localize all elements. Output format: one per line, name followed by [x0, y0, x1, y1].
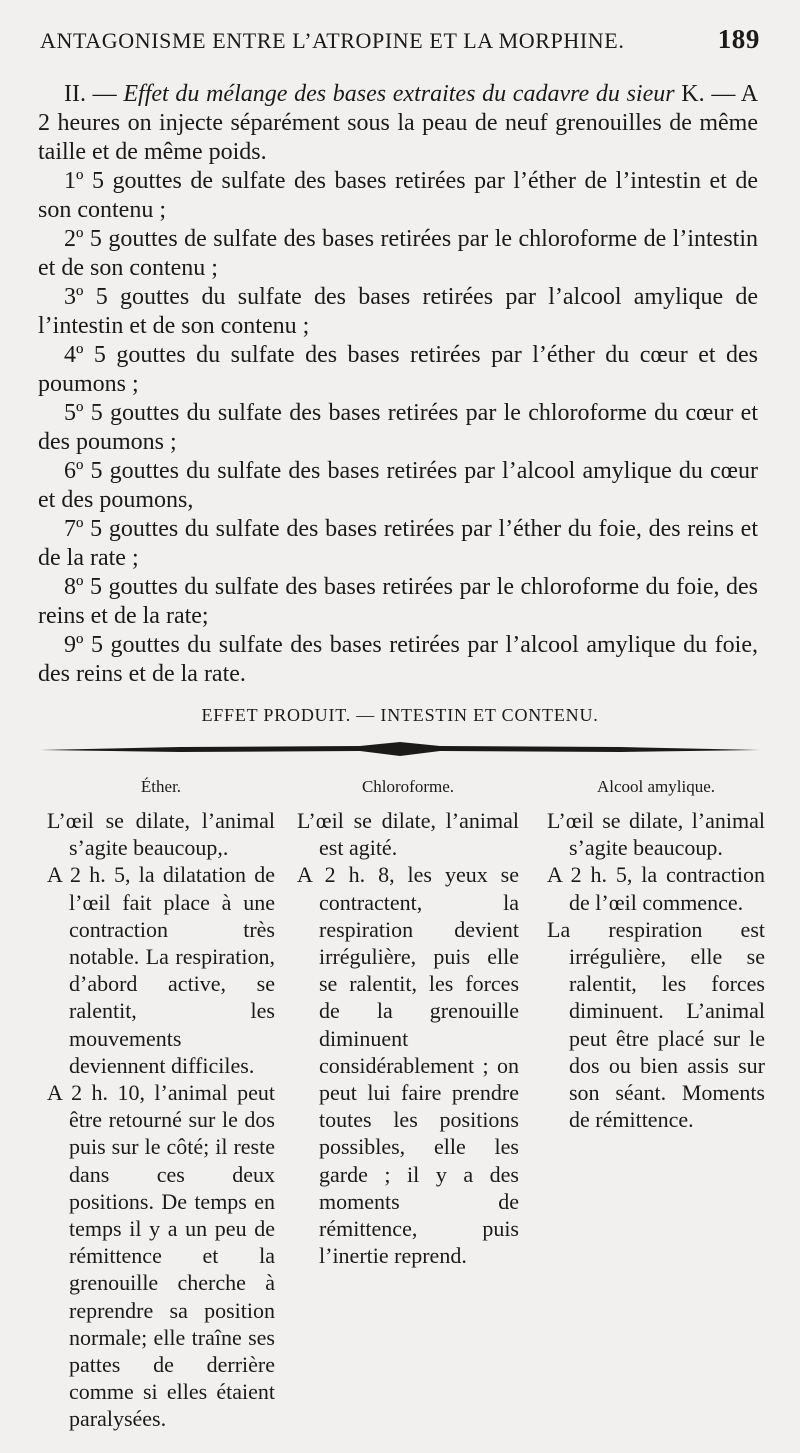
column-heading-chloroforme: Chloroforme. [361, 777, 455, 796]
column-paragraph: A 2 h. 5, la dilatation de l’œil fait place à une contraction très notable. La respiration, d’abord active, se ralentit, les mouvements deviennent difficiles. [47, 862, 275, 1078]
list-item: 4º 5 gouttes du sulfate des bases retirées par l’éther du cœur et des poumons ; [38, 342, 758, 397]
list-item: 2º 5 gouttes de sulfate des bases retirées par le chloroforme de l’intestin et de son contenu ; [38, 226, 758, 281]
running-title: ANTAGONISME ENTRE L’ATROPINE ET LA MORPHINE. [40, 28, 625, 53]
column-heading-ether: Éther. [140, 777, 182, 796]
intro-paragraph [38, 80, 758, 167]
column-alcool-amylique [547, 775, 765, 1133]
list-item: 9º 5 gouttes du sulfate des bases retirées par l’alcool amylique du foie, des reins et de la rate. [38, 632, 758, 687]
section-numeral: II. — [64, 81, 117, 107]
main-text [38, 80, 758, 689]
column-paragraph: L’œil se dilate, l’animal est agité. [297, 808, 519, 861]
list-item: 1º 5 gouttes de sulfate des bases retirées par l’éther de l’intestin et de son contenu ; [38, 168, 758, 223]
column-paragraph: La respiration est irrégulière, elle se ralentit, les forces diminuent. L’animal peut être placé sur le dos ou bien assis sur son séant. Moments de rémittence. [547, 916, 765, 1133]
list-item: 5º 5 gouttes du sulfate des bases retirées par le chloroforme du cœur et des poumons ; [38, 400, 758, 455]
list-item: 8º 5 gouttes du sulfate des bases retirées par le chloroforme du foie, des reins et de la rate; [38, 574, 758, 629]
page-number: 189 [717, 24, 760, 54]
column-paragraph: A 2 h. 10, l’animal peut être retourné sur le dos puis sur le côté; il reste dans ces deux positions. De temps en temps il y a un peu de rémittence et la grenouille cherche à reprendre sa position normale; elle traîne ses pattes de derrière comme si elles étaient paralysées. [47, 1080, 275, 1432]
intro-text: — A 2 heures on injecte séparément sous la peau de neuf grenouilles de même taille et de même poids. [38, 81, 759, 165]
results-columns [0, 775, 800, 1435]
section-title-end: K. [681, 81, 705, 107]
section-italic-title: Effet du mélange des bases extraites du cadavre du sieur [123, 81, 675, 107]
column-paragraph: L’œil se dilate, l’animal s’agite beaucoup,. [47, 808, 275, 861]
list-item: 6º 5 gouttes du sulfate des bases retirées par l’alcool amylique du cœur et des poumons, [38, 458, 758, 513]
list-item: 7º 5 gouttes du sulfate des bases retirées par l’éther du foie, des reins et de la rate ; [38, 516, 758, 571]
column-paragraph: A 2 h. 8, les yeux se contractent, la respiration devient irrégulière, puis elle se ralentit, les forces de la grenouille diminuent considérablement ; on peut lui faire prendre toutes les positions possibles, elle les garde ; il y a des moments de rémittence, puis l’inertie reprend. [297, 862, 519, 1269]
column-heading-amylique: Alcool amylique. [596, 777, 716, 796]
column-paragraph: L’œil se dilate, l’animal s’agite beaucoup. [547, 808, 765, 861]
list-item: 3º 5 gouttes du sulfate des bases retirées par l’alcool amylique de l’intestin et de son contenu ; [38, 284, 758, 339]
column-ether [47, 775, 275, 1433]
column-chloroforme [297, 775, 519, 1269]
ornamental-rule [40, 738, 760, 760]
results-heading: EFFET PRODUIT. — INTESTIN ET CONTENU. [201, 705, 599, 725]
column-paragraph: A 2 h. 5, la contraction de l’œil commence. [547, 862, 765, 915]
running-header [40, 24, 760, 54]
